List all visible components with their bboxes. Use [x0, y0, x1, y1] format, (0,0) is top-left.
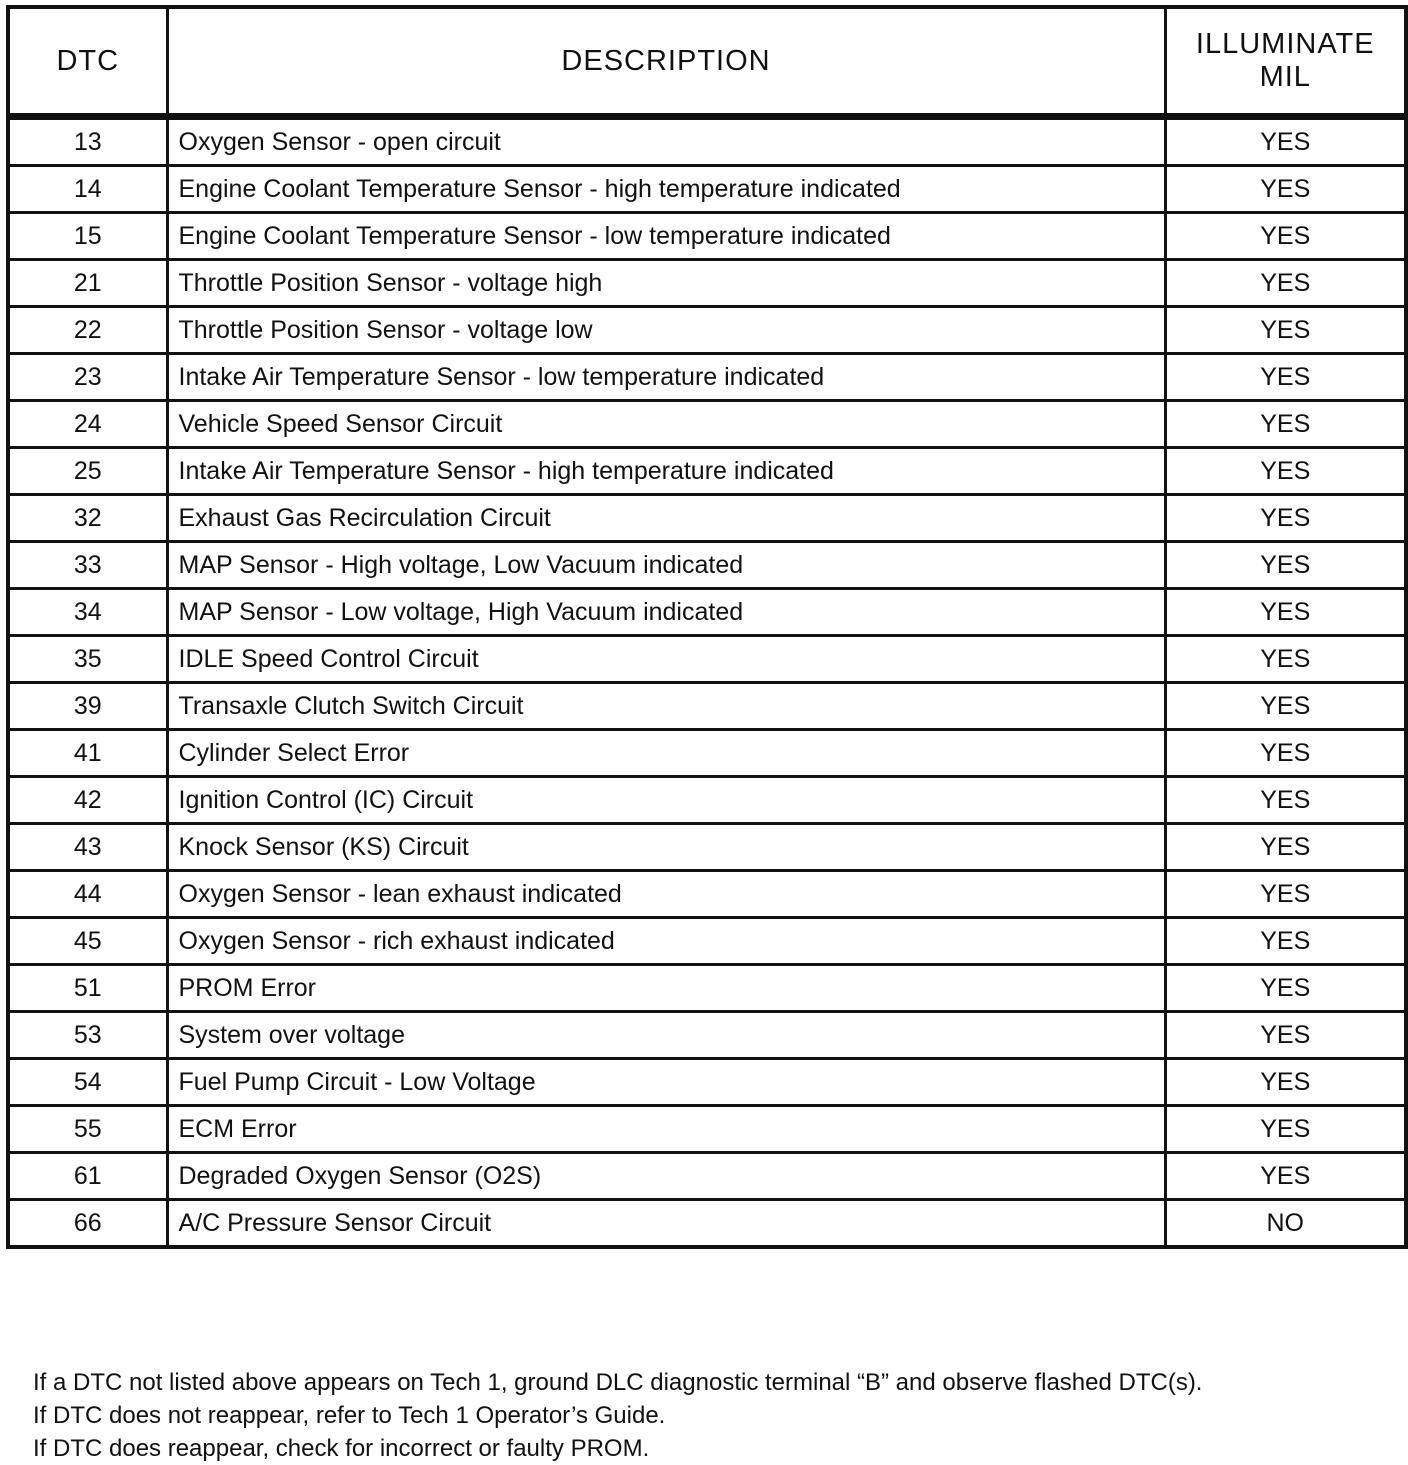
dtc-description-cell: Oxygen Sensor - lean exhaust indicated [167, 871, 1165, 918]
dtc-description-cell: Engine Coolant Temperature Sensor - high temperature indicated [167, 166, 1165, 213]
illuminate-mil-cell: YES [1165, 542, 1406, 589]
dtc-description-cell: A/C Pressure Sensor Circuit [167, 1200, 1165, 1248]
illuminate-mil-cell: YES [1165, 918, 1406, 965]
footer-line-3: If DTC does reappear, check for incorrect or faulty PROM. [33, 1435, 650, 1462]
table-row [8, 1153, 1406, 1200]
dtc-code-cell: 44 [8, 871, 167, 918]
illuminate-mil-cell: YES [1165, 1059, 1406, 1106]
table-row [8, 683, 1406, 730]
illuminate-mil-cell: YES [1165, 495, 1406, 542]
dtc-description-cell: IDLE Speed Control Circuit [167, 636, 1165, 683]
dtc-code-cell: 24 [8, 401, 167, 448]
dtc-code-cell: 25 [8, 448, 167, 495]
table-row [8, 117, 1406, 166]
dtc-code-cell: 41 [8, 730, 167, 777]
dtc-description-cell: Knock Sensor (KS) Circuit [167, 824, 1165, 871]
illuminate-mil-cell: YES [1165, 965, 1406, 1012]
table-row [8, 1012, 1406, 1059]
dtc-code-cell: 51 [8, 965, 167, 1012]
illuminate-mil-cell: YES [1165, 871, 1406, 918]
dtc-code-cell: 43 [8, 824, 167, 871]
illuminate-mil-cell: YES [1165, 730, 1406, 777]
table-row [8, 401, 1406, 448]
dtc-code-cell: 39 [8, 683, 167, 730]
dtc-code-cell: 14 [8, 166, 167, 213]
table-row [8, 1200, 1406, 1248]
dtc-description-cell: MAP Sensor - Low voltage, High Vacuum indicated [167, 589, 1165, 636]
table-row [8, 448, 1406, 495]
dtc-code-cell: 32 [8, 495, 167, 542]
dtc-description-cell: Oxygen Sensor - rich exhaust indicated [167, 918, 1165, 965]
table-header-row [8, 7, 1406, 117]
illuminate-mil-cell: YES [1165, 777, 1406, 824]
dtc-description-cell: Vehicle Speed Sensor Circuit [167, 401, 1165, 448]
illuminate-mil-cell: YES [1165, 448, 1406, 495]
header-mil-line2: MIL [1259, 61, 1311, 93]
dtc-description-cell: Exhaust Gas Recirculation Circuit [167, 495, 1165, 542]
illuminate-mil-cell: YES [1165, 1106, 1406, 1153]
dtc-description-cell: PROM Error [167, 965, 1165, 1012]
table-row [8, 871, 1406, 918]
dtc-description-cell: Throttle Position Sensor - voltage low [167, 307, 1165, 354]
table-row [8, 260, 1406, 307]
illuminate-mil-cell: YES [1165, 354, 1406, 401]
dtc-description-cell: Ignition Control (IC) Circuit [167, 777, 1165, 824]
dtc-description-cell: ECM Error [167, 1106, 1165, 1153]
dtc-code-cell: 34 [8, 589, 167, 636]
table-row [8, 918, 1406, 965]
table-row [8, 542, 1406, 589]
dtc-code-cell: 35 [8, 636, 167, 683]
illuminate-mil-cell: YES [1165, 260, 1406, 307]
dtc-description-cell: Intake Air Temperature Sensor - high temperature indicated [167, 448, 1165, 495]
illuminate-mil-cell: YES [1165, 307, 1406, 354]
illuminate-mil-cell: YES [1165, 401, 1406, 448]
dtc-code-cell: 42 [8, 777, 167, 824]
table-row [8, 166, 1406, 213]
dtc-description-cell: Fuel Pump Circuit - Low Voltage [167, 1059, 1165, 1106]
dtc-code-cell: 61 [8, 1153, 167, 1200]
illuminate-mil-cell: YES [1165, 213, 1406, 260]
dtc-code-cell: 53 [8, 1012, 167, 1059]
dtc-code-cell: 66 [8, 1200, 167, 1248]
table-row [8, 354, 1406, 401]
dtc-description-cell: Intake Air Temperature Sensor - low temperature indicated [167, 354, 1165, 401]
dtc-code-cell: 23 [8, 354, 167, 401]
illuminate-mil-cell: NO [1165, 1200, 1406, 1248]
illuminate-mil-cell: YES [1165, 824, 1406, 871]
dtc-description-cell: Engine Coolant Temperature Sensor - low temperature indicated [167, 213, 1165, 260]
footer-notes [33, 1366, 1403, 1465]
illuminate-mil-cell: YES [1165, 683, 1406, 730]
dtc-description-cell: Degraded Oxygen Sensor (O2S) [167, 1153, 1165, 1200]
illuminate-mil-cell: YES [1165, 636, 1406, 683]
dtc-table [6, 5, 1408, 1249]
table-row [8, 777, 1406, 824]
dtc-code-cell: 13 [8, 117, 167, 166]
header-mil-line1: ILLUMINATE [1195, 28, 1375, 60]
table-row [8, 730, 1406, 777]
illuminate-mil-cell: YES [1165, 1012, 1406, 1059]
table-row [8, 495, 1406, 542]
dtc-description-cell: MAP Sensor - High voltage, Low Vacuum indicated [167, 542, 1165, 589]
table-row [8, 213, 1406, 260]
dtc-description-cell: Oxygen Sensor - open circuit [167, 117, 1165, 166]
dtc-description-cell: Transaxle Clutch Switch Circuit [167, 683, 1165, 730]
header-illuminate-mil [1165, 7, 1406, 117]
table-row [8, 589, 1406, 636]
dtc-code-cell: 22 [8, 307, 167, 354]
header-description: DESCRIPTION [167, 7, 1165, 117]
table-row [8, 1106, 1406, 1153]
illuminate-mil-cell: YES [1165, 117, 1406, 166]
dtc-code-cell: 55 [8, 1106, 167, 1153]
table-row [8, 965, 1406, 1012]
dtc-code-cell: 21 [8, 260, 167, 307]
illuminate-mil-cell: YES [1165, 166, 1406, 213]
footer-line-1: If a DTC not listed above appears on Tech 1, ground DLC diagnostic terminal “B” and observe flashed DTC(s). [33, 1369, 1203, 1396]
table-row [8, 307, 1406, 354]
dtc-code-cell: 33 [8, 542, 167, 589]
table-row [8, 1059, 1406, 1106]
dtc-code-cell: 15 [8, 213, 167, 260]
dtc-description-cell: Cylinder Select Error [167, 730, 1165, 777]
dtc-description-cell: System over voltage [167, 1012, 1165, 1059]
dtc-code-cell: 54 [8, 1059, 167, 1106]
table-row [8, 636, 1406, 683]
table-body [8, 117, 1406, 1248]
header-dtc: DTC [8, 7, 167, 117]
illuminate-mil-cell: YES [1165, 1153, 1406, 1200]
footer-line-2: If DTC does not reappear, refer to Tech 1 Operator’s Guide. [33, 1402, 666, 1429]
illuminate-mil-cell: YES [1165, 589, 1406, 636]
dtc-code-cell: 45 [8, 918, 167, 965]
dtc-description-cell: Throttle Position Sensor - voltage high [167, 260, 1165, 307]
table-row [8, 824, 1406, 871]
